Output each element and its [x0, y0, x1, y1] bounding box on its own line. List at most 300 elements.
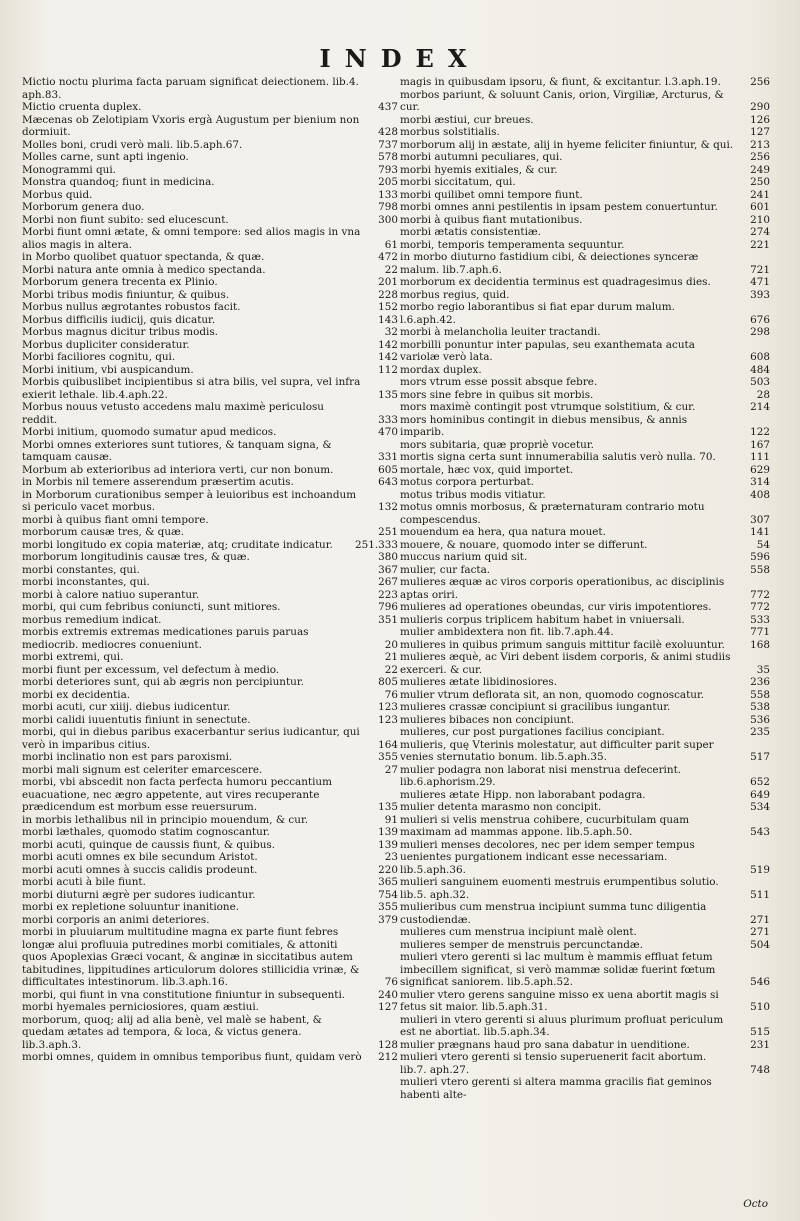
- index-entry: [400, 564, 770, 577]
- entry-page-number: 536: [750, 713, 770, 726]
- entry-page-number: 351: [378, 613, 398, 626]
- index-entry: [400, 689, 770, 702]
- index-entry: [400, 801, 770, 814]
- entry-text: morbis extremis extremas medicationes paruis paruas mediocrib. mediocres conueniunt.: [22, 626, 309, 651]
- entry-text: motus corpora perturbat.: [400, 476, 534, 488]
- index-entry: [400, 164, 770, 177]
- entry-page-number: 212: [378, 1051, 398, 1063]
- index-entry: [22, 926, 398, 989]
- entry-page-number: 503: [750, 376, 770, 388]
- index-entry: [22, 876, 398, 889]
- index-entry: [400, 926, 770, 939]
- right-column: [400, 76, 770, 1101]
- entry-page-number: 141: [750, 526, 770, 538]
- entry-page-number: 164: [378, 738, 398, 751]
- entry-text: morbi ætatis consistentiæ.: [400, 226, 541, 238]
- entry-text: mulier, cur facta.: [400, 563, 491, 576]
- entry-page-number: 298: [750, 326, 770, 338]
- entry-page-number: 228: [378, 288, 398, 301]
- entry-text: in morbo diuturno fastidium cibi, & deiectiones synceræ malum. lib.7.aph.6.: [400, 251, 699, 276]
- entry-text: mulieres semper de menstruis percunctandæ.: [400, 938, 643, 951]
- entry-text: mordax duplex.: [400, 363, 482, 376]
- index-entry: [22, 839, 398, 852]
- index-entry: [400, 89, 770, 114]
- entry-text: morbi extremi, qui.: [22, 651, 124, 663]
- entry-text: Monstra quandoq; fiunt in medicina.: [22, 176, 215, 188]
- entry-page-number: 649: [750, 788, 770, 801]
- entry-page-number: 515: [750, 1026, 770, 1038]
- index-entry: [22, 626, 398, 651]
- index-entry: [400, 626, 770, 639]
- entry-text: morbi longitudo ex copia materiæ, atq; cruditate indicatur.: [22, 538, 333, 551]
- entry-page-number: 307: [750, 513, 770, 526]
- entry-text: Morbi non fiunt subito: sed elucescunt.: [22, 213, 229, 226]
- entry-text: morborum, quoq; alij ad alia benè, vel malè se habent, & quedam ætates ad tempora, & loca, & victus genera. lib.3.aph.3.: [22, 1013, 322, 1051]
- entry-page-number: 111: [750, 451, 770, 463]
- index-entry: [400, 476, 770, 489]
- entry-text: mors subitaria, quæ propriè vocetur.: [400, 438, 594, 451]
- entry-page-number: 231: [750, 1038, 770, 1051]
- entry-page-number: 223: [378, 588, 398, 601]
- index-entry: [22, 189, 398, 202]
- entry-text: mulieri vtero gerenti si tensio superuenerit facit abortum. lib.7. aph.27.: [400, 1051, 707, 1076]
- index-entry: [22, 426, 398, 439]
- index-entry: [22, 764, 398, 777]
- index-entry: [400, 176, 770, 189]
- entry-page-number: 256: [750, 76, 770, 88]
- index-entry: [400, 701, 770, 714]
- entry-page-number: 314: [750, 476, 770, 488]
- entry-text: Mictio cruenta duplex.: [22, 101, 142, 113]
- entry-text: morbi, vbi abscedit non facta perfecta humoru peccantium euacuatione, nec ægro appetente, aut vires recuperante prædicendum est morbum esse reuersurum.: [22, 776, 332, 813]
- entry-page-number: 112: [378, 363, 398, 376]
- entry-page-number: 601: [750, 201, 770, 213]
- entry-page-number: 91: [384, 813, 398, 826]
- index-entry: [400, 951, 770, 989]
- entry-page-number: 251: [378, 526, 398, 538]
- index-entry: [400, 289, 770, 302]
- entry-text: in Morbo quolibet quatuor spectanda, & quæ.: [22, 251, 265, 263]
- index-entry: [22, 289, 398, 302]
- entry-text: Morbus difficilis iudicij, quis dicatur.: [22, 313, 216, 326]
- entry-text: Morbi faciliores cognitu, qui.: [22, 351, 176, 363]
- entry-page-number: 23: [384, 851, 398, 863]
- index-entry: [400, 714, 770, 727]
- index-entry: [22, 614, 398, 627]
- entry-text: Morbi initium, vbi auspicandum.: [22, 363, 194, 376]
- index-entry: [400, 526, 770, 539]
- entry-text: Morbus nouus vetusto accedens malu maximè periculosu reddit.: [22, 401, 324, 426]
- entry-page-number: 267: [378, 576, 398, 588]
- entry-text: motus omnis morbosus, & præternaturam contrario motu compescendus.: [400, 501, 705, 526]
- entry-text: morbi omnes, quidem in omnibus temporibus fiunt, quidam verò: [22, 1051, 362, 1063]
- index-entry: [400, 614, 770, 627]
- entry-page-number: 519: [750, 863, 770, 876]
- index-entry: [400, 239, 770, 252]
- index-entry: [400, 939, 770, 952]
- entry-text: mortale, hæc vox, quid importet.: [400, 463, 574, 476]
- entry-page-number: 533: [750, 613, 770, 626]
- index-entry: [22, 701, 398, 714]
- page-title: INDEX: [319, 44, 481, 73]
- entry-page-number: 504: [750, 938, 770, 951]
- entry-text: Molles boni, crudi verò mali. lib.5.aph.67.: [22, 138, 243, 151]
- entry-text: mulier vtrum deflorata sit, an non, quomodo cognoscatur.: [400, 688, 705, 701]
- entry-text: Morbi omnes exteriores sunt tutiores, & tanquam signa, & tamquam causæ.: [22, 438, 332, 463]
- index-entry: [400, 301, 770, 326]
- index-entry: [22, 276, 398, 289]
- entry-text: morbi acuti à bile fiunt.: [22, 876, 146, 888]
- entry-text: mortis signa certa sunt innumerabilia salutis verò nulla. 70.: [400, 451, 716, 463]
- index-entry: [22, 726, 398, 751]
- entry-page-number: 484: [750, 363, 770, 376]
- entry-text: morbi inconstantes, qui.: [22, 576, 150, 588]
- entry-page-number: 737: [378, 138, 398, 151]
- index-entry: [22, 401, 398, 426]
- entry-page-number: 367: [378, 563, 398, 576]
- index-entry: [400, 739, 770, 764]
- entry-page-number: 365: [378, 876, 398, 888]
- entry-text: morborum ex decidentia terminus est quadragesimus dies.: [400, 276, 711, 288]
- entry-text: morbi deteriores sunt, qui ab ægris non percipiuntur.: [22, 676, 304, 688]
- index-entry: [22, 226, 398, 251]
- entry-text: morbi à calore natiuo superantur.: [22, 588, 200, 601]
- entry-text: morbi, temporis temperamenta sequuntur.: [400, 238, 625, 251]
- index-entry: [400, 439, 770, 452]
- index-entry: [22, 214, 398, 227]
- entry-page-number: 127: [750, 126, 770, 138]
- entry-page-number: 534: [750, 801, 770, 813]
- entry-text: mulieris corpus triplicem habitum habet in vniuersali.: [400, 613, 685, 626]
- entry-text: in morbis lethalibus nil in principio mouendum, & cur.: [22, 813, 309, 826]
- entry-text: morbi acuti, quinque de caussis fiunt, & quibus.: [22, 838, 276, 851]
- index-entry: [400, 551, 770, 564]
- entry-page-number: 32: [384, 326, 398, 338]
- entry-page-number: 122: [750, 426, 770, 438]
- index-entry: [400, 139, 770, 152]
- entry-page-number: 652: [750, 776, 770, 788]
- entry-text: mulieres in quibus primum sanguis mittitur facilè exoluuntur.: [400, 638, 725, 651]
- entry-text: mulieres, cur post purgationes facilius concipiant.: [400, 726, 665, 738]
- entry-page-number: 205: [378, 176, 398, 188]
- entry-text: morbi corporis an animi deteriores.: [22, 913, 210, 926]
- index-entry: [22, 1014, 398, 1052]
- entry-page-number: 241: [750, 188, 770, 201]
- entry-page-number: 629: [750, 463, 770, 476]
- entry-text: mouendum ea hera, qua natura mouet.: [400, 526, 606, 538]
- entry-text: morbi autumni peculiares, qui.: [400, 151, 563, 163]
- entry-text: mulieri menses decolores, nec per idem semper tempus uenientes purgationem indicant esse necessariam. lib.5.aph.36.: [400, 838, 695, 876]
- entry-page-number: 748: [750, 1063, 770, 1076]
- entry-text: morbi hyemis exitiales, & cur.: [400, 163, 558, 176]
- entry-text: morbi, qui fiunt in vna constitutione finiuntur in subsequenti.: [22, 988, 346, 1001]
- entry-text: morbi mali signum est celeriter emarcescere.: [22, 763, 263, 776]
- index-entry: [400, 451, 770, 464]
- index-entry: [22, 476, 398, 489]
- entry-page-number: 236: [750, 676, 770, 688]
- entry-text: mouere, & nouare, quomodo inter se differunt.: [400, 538, 648, 551]
- index-entry: [400, 126, 770, 139]
- entry-page-number: 240: [378, 988, 398, 1001]
- entry-text: morbi constantes, qui.: [22, 563, 140, 576]
- index-entry: [22, 776, 398, 814]
- entry-text: morbi à melancholia leuiter tractandi.: [400, 326, 601, 338]
- index-entry: [400, 76, 770, 89]
- entry-page-number: 578: [378, 151, 398, 163]
- entry-text: mors sine febre in quibus sit morbis.: [400, 388, 594, 401]
- entry-page-number: 428: [378, 126, 398, 138]
- entry-page-number: 235: [750, 726, 770, 738]
- index-entry: [22, 751, 398, 764]
- entry-page-number: 139: [378, 838, 398, 851]
- entry-text: mulier prægnans haud pro sana dabatur in uenditione.: [400, 1038, 690, 1051]
- entry-text: Morbi tribus modis finiuntur, & quibus.: [22, 288, 230, 301]
- entry-text: morbi, qui in diebus paribus exacerbantur serius iudicantur, qui verò in imparibus citius.: [22, 726, 360, 751]
- entry-page-number: 300: [378, 213, 398, 226]
- index-entry: [22, 376, 398, 401]
- index-entry: [22, 989, 398, 1002]
- index-entry: [22, 176, 398, 189]
- index-entry: [400, 276, 770, 289]
- entry-page-number: 76: [384, 976, 398, 988]
- entry-page-number: 271: [750, 926, 770, 938]
- entry-text: morbi acuti, cur xiiij. diebus iudicentur.: [22, 701, 231, 713]
- entry-text: mulieri si velis menstrua cohibere, cucurbitulam quam maximam ad mammas appone. lib.5.aph.50.: [400, 813, 690, 838]
- index-entry: [400, 639, 770, 652]
- entry-text: mors maximè contingit post vtrumque solstitium, & cur.: [400, 401, 696, 413]
- entry-page-number: 290: [750, 101, 770, 113]
- entry-page-number: 380: [378, 551, 398, 563]
- entry-page-number: 608: [750, 351, 770, 363]
- index-entry: [22, 251, 398, 264]
- entry-text: morbi omnes anni pestilentis in ipsam pestem conuertuntur.: [400, 201, 718, 213]
- entry-page-number: 546: [750, 976, 770, 988]
- index-entry: [22, 1001, 398, 1014]
- entry-text: morbi hyemales perniciosiores, quam æstiui.: [22, 1001, 259, 1013]
- entry-text: morbi læthales, quomodo statim cognoscantur.: [22, 826, 270, 838]
- entry-text: morborum causæ tres, & quæ.: [22, 526, 185, 538]
- entry-page-number: 517: [750, 751, 770, 763]
- index-entry: [22, 589, 398, 602]
- entry-text: mulieri in vtero gerenti si aluus plurimum profluat periculum est ne abortiat. lib.5.aph.34.: [400, 1013, 724, 1038]
- entry-text: Mictio noctu plurima facta paruam significat deiectionem. lib.4. aph.83.: [22, 76, 359, 101]
- entry-page-number: 251.333: [355, 538, 398, 551]
- index-entry: [400, 726, 770, 739]
- entry-text: mulieres ætate Hipp. non laborabant podagra.: [400, 788, 646, 801]
- index-entry: [400, 414, 770, 439]
- entry-page-number: 408: [750, 488, 770, 501]
- index-entry: [22, 901, 398, 914]
- entry-text: Morborum genera trecenta ex Plinio.: [22, 276, 218, 288]
- entry-text: morbi siccitatum, qui.: [400, 176, 516, 188]
- index-entry: [400, 214, 770, 227]
- index-entry: [22, 264, 398, 277]
- entry-page-number: 126: [750, 113, 770, 126]
- index-entry: [22, 364, 398, 377]
- entry-page-number: 139: [378, 826, 398, 838]
- entry-text: morbi à quibus fiant omni tempore.: [22, 513, 209, 526]
- index-entry: [400, 364, 770, 377]
- entry-page-number: 510: [750, 1001, 770, 1013]
- entry-text: mulieres crassæ concipiunt si gracilibus iungantur.: [400, 701, 671, 713]
- index-entry: [22, 601, 398, 614]
- entry-text: morbi calidi iuuentutis finiunt in senectute.: [22, 713, 251, 726]
- index-entry: [400, 601, 770, 614]
- index-entry: [22, 889, 398, 902]
- index-entry: [22, 851, 398, 864]
- entry-text: mulieres ad operationes obeundas, cur viris impotentiores.: [400, 601, 712, 613]
- index-entry: [400, 326, 770, 339]
- entry-page-number: 214: [750, 401, 770, 413]
- index-entry: [22, 864, 398, 877]
- index-entry: [22, 914, 398, 927]
- entry-page-number: 142: [378, 338, 398, 351]
- entry-page-number: 61: [384, 238, 398, 251]
- entry-text: morbi diuturni ægrè per sudores iudicantur.: [22, 888, 256, 901]
- index-entry: [400, 764, 770, 789]
- index-entry: [400, 789, 770, 802]
- index-entry: [22, 826, 398, 839]
- entry-page-number: 132: [378, 501, 398, 513]
- index-entry: [400, 1039, 770, 1052]
- entry-page-number: 471: [750, 276, 770, 288]
- index-entry: [400, 576, 770, 601]
- entry-page-number: 676: [750, 313, 770, 326]
- index-entry: [22, 351, 398, 364]
- index-entry: [22, 651, 398, 664]
- entry-text: Morbus nullus ægrotantes robustos facit.: [22, 301, 241, 313]
- index-entry: [400, 814, 770, 839]
- entry-page-number: 123: [378, 701, 398, 713]
- entry-text: morbi fiunt per excessum, vel defectum à medio.: [22, 663, 280, 676]
- entry-text: morbilli ponuntur inter papulas, seu exanthemata acuta variolæ verò lata.: [400, 338, 695, 363]
- entry-text: mors vtrum esse possit absque febre.: [400, 376, 598, 388]
- entry-page-number: 511: [750, 888, 770, 901]
- index-entry: [22, 664, 398, 677]
- entry-text: morbos pariunt, & soluunt Canis, orion, Virgiliæ, Arcturus, & cur.: [400, 88, 724, 113]
- index-entry: [22, 1051, 398, 1064]
- entry-text: Molles carne, sunt apti ingenio.: [22, 151, 189, 163]
- entry-page-number: 393: [750, 288, 770, 301]
- entry-text: morbi à quibus fiant mutationibus.: [400, 213, 583, 226]
- index-entry: [400, 839, 770, 877]
- entry-page-number: 210: [750, 213, 770, 226]
- entry-page-number: 220: [378, 863, 398, 876]
- index-entry: [400, 251, 770, 276]
- index-entry: [22, 439, 398, 464]
- entry-page-number: 123: [378, 713, 398, 726]
- entry-text: morbi æstiui, cur breues.: [400, 113, 534, 126]
- entry-page-number: 771: [750, 626, 770, 638]
- entry-page-number: 21: [384, 651, 398, 663]
- index-entry: [400, 539, 770, 552]
- index-entry: [22, 164, 398, 177]
- index-entry: [400, 189, 770, 202]
- entry-page-number: 27: [384, 763, 398, 776]
- entry-text: mulier ambidextera non fit. lib.7.aph.44.: [400, 626, 614, 638]
- index-entry: [22, 101, 398, 114]
- index-entry: [400, 901, 770, 926]
- index-entry: [22, 489, 398, 514]
- entry-text: mulier podagra non laborat nisi menstrua defecerint. lib.6.aphorism.29.: [400, 763, 682, 788]
- entry-text: morbi quilibet omni tempore fiunt.: [400, 188, 583, 201]
- entry-text: morbus regius, quid.: [400, 288, 510, 301]
- entry-text: morbi in pluuiarum multitudine magna ex parte fiunt febres longæ alui profluuia putredines morbi comitiales, & attoniti quos Apoplexias Græci vocant, & anginæ in siccitatibus autem tabitudines, lippitudines articulorum dolores stillicidia vrinæ, & difficultates intestinorum. lib.3.aph.16.: [22, 926, 360, 988]
- entry-text: mulier detenta marasmo non concipit.: [400, 801, 602, 813]
- entry-text: in Morbis nil temere asserendum præsertim acutis.: [22, 476, 294, 488]
- index-entry: [400, 1014, 770, 1039]
- entry-page-number: 133: [378, 188, 398, 201]
- entry-page-number: 152: [378, 301, 398, 313]
- entry-text: Mæcenas ob Zelotipiam Vxoris ergà Augustum per bienium non dormiuit.: [22, 113, 360, 138]
- index-entry: [400, 226, 770, 239]
- entry-page-number: 54: [756, 538, 770, 551]
- entry-text: morbi acuti omnes à succis calidis prodeunt.: [22, 863, 258, 876]
- signature-mark: Octo: [743, 1198, 768, 1210]
- entry-text: mulieres bibaces non concipiunt.: [400, 713, 575, 726]
- index-entry: [22, 76, 398, 101]
- entry-page-number: 213: [750, 138, 770, 151]
- entry-text: mulieribus cum menstrua incipiunt summa tunc diligentia custodiendæ.: [400, 901, 707, 926]
- index-entry: [400, 876, 770, 901]
- entry-page-number: 143: [378, 313, 398, 326]
- entry-text: mulieres æquè, ac Viri debent iisdem corporis, & animi studiis exerceri. & cur.: [400, 651, 731, 676]
- index-entry: [22, 151, 398, 164]
- index-entry: [22, 814, 398, 827]
- index-entry: [22, 464, 398, 477]
- index-entry: [400, 376, 770, 389]
- index-entry: [400, 651, 770, 676]
- index-entry: [400, 501, 770, 526]
- entry-text: morborum alij in æstate, alij in hyeme feliciter finiuntur, & qui.: [400, 138, 734, 151]
- entry-text: morborum longitudinis causæ tres, & quæ.: [22, 551, 250, 563]
- entry-text: morbi acuti omnes ex bile secundum Aristot.: [22, 851, 258, 863]
- index-entry: [400, 489, 770, 502]
- entry-page-number: 274: [750, 226, 770, 238]
- index-entry: [400, 676, 770, 689]
- entry-page-number: 796: [378, 601, 398, 613]
- entry-text: magis in quibusdam ipsoru, & fiunt, & excitantur. l.3.aph.19.: [400, 76, 721, 88]
- index-entry: [22, 301, 398, 314]
- entry-text: morbi, qui cum febribus coniuncti, sunt mitiores.: [22, 601, 281, 613]
- index-entry: [22, 201, 398, 214]
- index-entry: [22, 314, 398, 327]
- entry-page-number: 35: [756, 663, 770, 676]
- entry-page-number: 721: [750, 263, 770, 276]
- entry-text: mulieres æquæ ac viros corporis operationibus, ac disciplinis aptas oriri.: [400, 576, 725, 601]
- entry-page-number: 538: [750, 701, 770, 713]
- entry-text: Monogrammi qui.: [22, 163, 116, 176]
- entry-page-number: 605: [378, 463, 398, 476]
- entry-page-number: 167: [750, 438, 770, 451]
- entry-page-number: 221: [750, 238, 770, 251]
- entry-text: mulieres ætate libidinosiores.: [400, 676, 558, 688]
- entry-page-number: 168: [750, 638, 770, 651]
- entry-text: morbi ex repletione soluuntur inanitione.: [22, 901, 240, 913]
- entry-text: Morbi fiunt omni ætate, & omni tempore: sed alios magis in vna alios magis in altera.: [22, 226, 361, 251]
- index-entry: [22, 526, 398, 539]
- entry-text: Morbus magnus dicitur tribus modis.: [22, 326, 218, 338]
- index-entry: [400, 1051, 770, 1076]
- entry-page-number: 142: [378, 351, 398, 363]
- entry-page-number: 772: [750, 588, 770, 601]
- entry-text: Morbus dupliciter consideratur.: [22, 338, 190, 351]
- entry-text: mulieri vtero gerenti si altera mamma gracilis fiat geminos habenti alte-: [400, 1076, 712, 1101]
- entry-page-number: 128: [378, 1038, 398, 1051]
- entry-page-number: 558: [750, 563, 770, 576]
- entry-page-number: 331: [378, 451, 398, 463]
- entry-text: in Morborum curationibus semper à leuioribus est inchoandum si periculo vacet morbus.: [22, 488, 357, 513]
